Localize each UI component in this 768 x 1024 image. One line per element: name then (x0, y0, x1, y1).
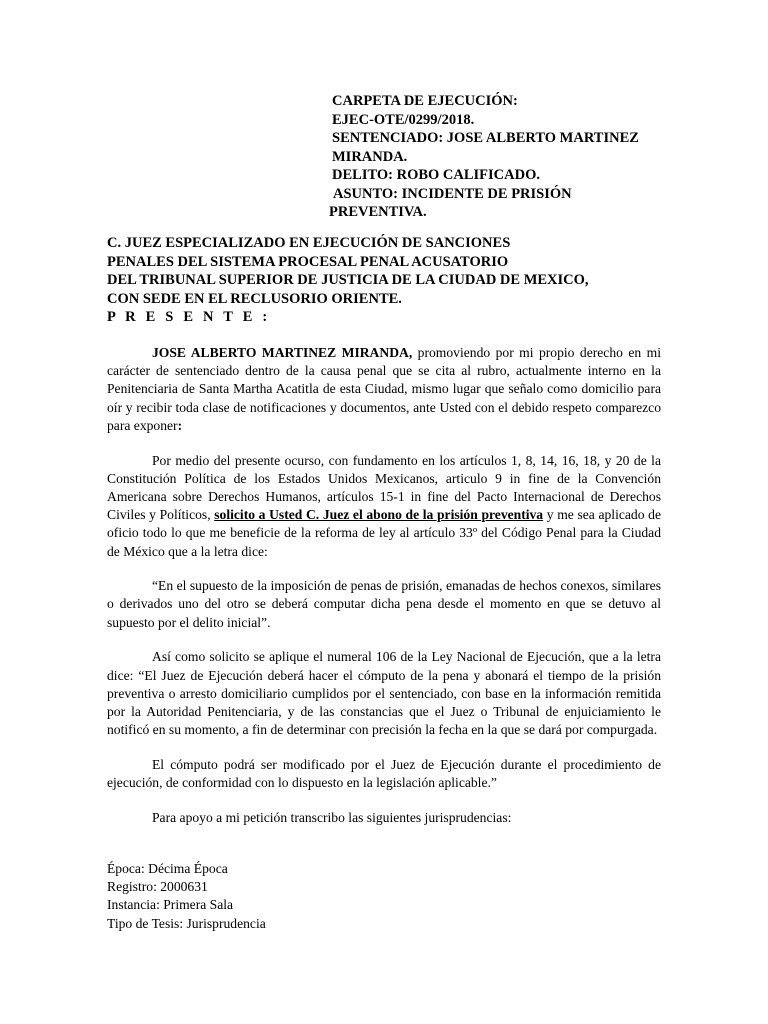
paragraph-request-highlight: solicito a Usted C. Juez el abono de la prisión preventiva (214, 507, 544, 523)
paragraph-intro-text: promoviendo por mi propio derecho en mi carácter de sentenciado dentro de la causa penal que se cita al rubro, actualmente interno en la Penitenciaria de Santa Martha Acatitla de esta Ciudad, mismo lugar que señalo como domicilio para oír y recibir toda clase de notificaciones y documentos, ante Usted con el debido respeto comparezco para exponer (107, 345, 661, 433)
addressee-line-4: CON SEDE EN EL RECLUSORIO ORIENTE. (107, 290, 402, 307)
addressee-block (107, 234, 727, 327)
crime-line: DELITO: ROBO CALIFICADO. (332, 167, 540, 183)
meta-epoca: Época: Décima Época (107, 861, 228, 876)
case-number: EJEC-OTE/0299/2018. (332, 111, 475, 128)
addressee-line-1: C. JUEZ ESPECIALIZADO EN EJECUCIÓN DE SANCIONES (107, 235, 511, 251)
case-header (329, 92, 692, 222)
sentenced-name-line-1: SENTENCIADO: JOSE ALBERTO MARTINEZ (332, 130, 639, 146)
meta-tipo-tesis: Tipo de Tesis: Jurisprudencia (107, 915, 266, 931)
presente-line: P R E S E N T E : (107, 309, 271, 325)
sentenced-name-line-2: MIRANDA. (332, 148, 408, 165)
petitioner-name: JOSE ALBERTO MARTINEZ MIRANDA, (152, 345, 413, 360)
meta-registro: Registro: 2000631 (107, 879, 208, 895)
subject-line-1: ASUNTO: INCIDENTE DE PRISIÓN (333, 185, 572, 202)
jurisprudence-meta (107, 860, 661, 933)
paragraph-computation: El cómputo podrá ser modificado por el Juez de Ejecución durante el procedimiento de ejecución, de conformidad con lo dispuesto en la legislación aplicable.” (107, 756, 661, 791)
addressee-line-2: PENALES DEL SISTEMA PROCESAL PENAL ACUSATORIO (107, 253, 509, 270)
paragraph-request-text-b: y me sea aplicado de oficio todo lo que me beneficie de la reforma de ley al artículo 33º del Código Penal para la Ciudad de México que a la letra dice: (107, 507, 661, 559)
paragraph-request-text-a: Por medio del presente ocurso, con fundamento en los artículos 1, 8, 14, 16, 18, y 20 de la Constitución Política de los Estados Unidos Mexicanos, articulo 9 in fine de la Convención Americana sobre Derechos Humanos, artículos 15-1 in fine del Pacto Internacional de Derechos Civiles y Políticos, (107, 452, 661, 523)
paragraph-jurisprudence-intro: Para apoyo a mi petición transcribo las siguientes jurisprudencias: (152, 809, 512, 825)
addressee-line-3: DEL TRIBUNAL SUPERIOR DE JUSTICIA DE LA CIUDAD DE MEXICO, (107, 272, 589, 288)
paragraph-request (107, 452, 661, 561)
subject-line-2: PREVENTIVA. (329, 204, 427, 220)
meta-instancia: Instancia: Primera Sala (107, 897, 234, 913)
paragraph-article-106: Así como solicito se aplique el numeral 106 de la Ley Nacional de Ejecución, que a la letra dice: “El Juez de Ejecución deberá hacer el cómputo de la pena y abonará el tiempo de la prisión preventiva o arresto domiciliario cumplidos por el sentenciado, con base en la información remitida por la Autoridad Penitenciaria, y de las constancias que el Juez o Tribunal de enjuiciamiento le notificó en su momento, a fin de determinar con precisión la fecha en la que se dará por compurgada. (107, 649, 661, 738)
paragraph-quote-article-33: “En el supuesto de la imposición de penas de prisión, emanadas de hechos conexos, similares o derivados uno del otro se deberá computar dicha pena desde el momento en que se detuvo al supuesto por el delito inicial”. (107, 578, 661, 630)
paragraph-intro-colon: : (177, 417, 183, 433)
paragraph-intro (107, 344, 661, 435)
case-folder-label: CARPETA DE EJECUCIÓN: (332, 93, 518, 109)
document-body (107, 344, 661, 843)
